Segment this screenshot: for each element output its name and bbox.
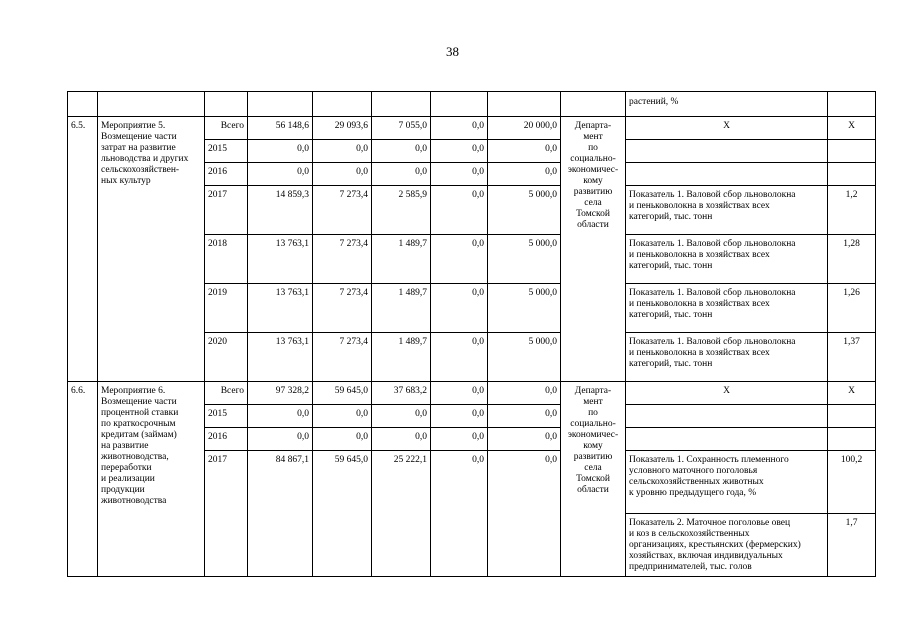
section-number: 6.6. — [68, 382, 98, 577]
amount-cell: 0,0 — [488, 428, 561, 451]
year-cell: 2017 — [205, 186, 248, 235]
indicator-value — [828, 163, 876, 186]
page-number: 38 — [446, 44, 459, 59]
section-title: Мероприятие 6. Возмещение части процентной ставки по краткосрочным кредитам (займам) на развитие животноводства, переработки и реализации продукции животноводства — [98, 382, 205, 577]
amount-cell: 0,0 — [431, 117, 488, 140]
year-cell: 2016 — [205, 428, 248, 451]
amount-cell: 7 273,4 — [313, 186, 372, 235]
amount-cell: 0,0 — [488, 451, 561, 577]
amount-cell: 0,0 — [431, 333, 488, 382]
amount-cell: 1 489,7 — [372, 333, 431, 382]
total-cell: 0,0 — [248, 140, 313, 163]
total-cell: 13 763,1 — [248, 235, 313, 284]
amount-cell: 59 645,0 — [313, 451, 372, 577]
indicator-value: 1,28 — [828, 235, 876, 284]
program-table — [67, 91, 876, 577]
amount-cell: 20 000,0 — [488, 117, 561, 140]
amount-cell: 0,0 — [313, 163, 372, 186]
amount-cell: 2 585,9 — [372, 186, 431, 235]
indicator-cell: Показатель 1. Сохранность племенного условного маточного поголовья сельскохозяйственных животных к уровню предыдущего года, % — [626, 451, 828, 514]
amount-cell: 0,0 — [313, 428, 372, 451]
indicator-cell: Показатель 1. Валовой сбор льноволокна и пеньковолокна в хозяйствах всех категорий, тыс. тонн — [626, 235, 828, 284]
indicator-cell: Показатель 2. Маточное поголовье овец и коз в сельскохозяйственных организациях, крестьянских (фермерских) хозяйствах, включая индивидуальных предпринимателей, тыс. голов — [626, 514, 828, 577]
amount-cell: 0,0 — [431, 382, 488, 405]
indicator-value — [828, 405, 876, 428]
indicator-cell: Показатель 1. Валовой сбор льноволокна и пеньковолокна в хозяйствах всех категорий, тыс. тонн — [626, 284, 828, 333]
indicator-value: 1,37 — [828, 333, 876, 382]
total-cell: 14 859,3 — [248, 186, 313, 235]
year-cell: 2015 — [205, 140, 248, 163]
indicator-value: Х — [828, 382, 876, 405]
total-cell: 13 763,1 — [248, 284, 313, 333]
indicator-value: 1,26 — [828, 284, 876, 333]
amount-cell: 5 000,0 — [488, 333, 561, 382]
amount-cell: 0,0 — [431, 186, 488, 235]
amount-cell: 0,0 — [313, 405, 372, 428]
amount-cell: 37 683,2 — [372, 382, 431, 405]
year-cell: Всего — [205, 382, 248, 405]
department-cell: Департа- мент по социально- экономичес- кому развитию села Томской области — [561, 382, 626, 577]
amount-cell: 0,0 — [372, 163, 431, 186]
total-cell: 0,0 — [248, 163, 313, 186]
continuation-text: растений, % — [626, 92, 828, 117]
department-cell: Департа- мент по социально- экономичес- кому развитию села Томской области — [561, 117, 626, 382]
year-cell: 2017 — [205, 451, 248, 577]
amount-cell: 7 273,4 — [313, 333, 372, 382]
indicator-value: 1,2 — [828, 186, 876, 235]
amount-cell: 0,0 — [431, 451, 488, 577]
section-title: Мероприятие 5. Возмещение части затрат на развитие льноводства и других сельскохозяйствен- ных культур — [98, 117, 205, 382]
indicator-cell: Показатель 1. Валовой сбор льноволокна и пеньковолокна в хозяйствах всех категорий, тыс. тонн — [626, 333, 828, 382]
amount-cell: 5 000,0 — [488, 186, 561, 235]
amount-cell: 25 222,1 — [372, 451, 431, 577]
amount-cell: 0,0 — [488, 382, 561, 405]
amount-cell: 0,0 — [431, 428, 488, 451]
year-cell: 2020 — [205, 333, 248, 382]
amount-cell: 0,0 — [431, 235, 488, 284]
indicator-value: 1,7 — [828, 514, 876, 577]
indicator-cell — [626, 163, 828, 186]
amount-cell: 0,0 — [372, 428, 431, 451]
indicator-cell — [626, 405, 828, 428]
total-cell: 97 328,2 — [248, 382, 313, 405]
total-cell: 0,0 — [248, 428, 313, 451]
amount-cell: 0,0 — [431, 284, 488, 333]
year-cell: 2019 — [205, 284, 248, 333]
table-row — [68, 382, 876, 405]
amount-cell: 0,0 — [372, 405, 431, 428]
total-cell: 13 763,1 — [248, 333, 313, 382]
indicator-cell: Х — [626, 117, 828, 140]
section-number: 6.5. — [68, 117, 98, 382]
indicator-value — [828, 140, 876, 163]
amount-cell: 5 000,0 — [488, 284, 561, 333]
amount-cell: 1 489,7 — [372, 284, 431, 333]
total-cell: 56 148,6 — [248, 117, 313, 140]
amount-cell: 29 093,6 — [313, 117, 372, 140]
amount-cell: 7 055,0 — [372, 117, 431, 140]
amount-cell: 1 489,7 — [372, 235, 431, 284]
amount-cell: 0,0 — [488, 163, 561, 186]
amount-cell: 0,0 — [488, 405, 561, 428]
indicator-value: 100,2 — [828, 451, 876, 514]
total-cell: 84 867,1 — [248, 451, 313, 577]
amount-cell: 0,0 — [431, 163, 488, 186]
amount-cell: 0,0 — [431, 405, 488, 428]
amount-cell: 59 645,0 — [313, 382, 372, 405]
table-row — [68, 117, 876, 140]
amount-cell: 7 273,4 — [313, 284, 372, 333]
amount-cell: 0,0 — [372, 140, 431, 163]
indicator-value — [828, 428, 876, 451]
continuation-row — [68, 92, 876, 117]
total-cell: 0,0 — [248, 405, 313, 428]
indicator-cell: Х — [626, 382, 828, 405]
indicator-cell: Показатель 1. Валовой сбор льноволокна и пеньковолокна в хозяйствах всех категорий, тыс. тонн — [626, 186, 828, 235]
amount-cell: 0,0 — [313, 140, 372, 163]
amount-cell: 0,0 — [431, 140, 488, 163]
year-cell: 2018 — [205, 235, 248, 284]
amount-cell: 5 000,0 — [488, 235, 561, 284]
amount-cell: 0,0 — [488, 140, 561, 163]
indicator-cell — [626, 140, 828, 163]
year-cell: Всего — [205, 117, 248, 140]
year-cell: 2016 — [205, 163, 248, 186]
amount-cell: 7 273,4 — [313, 235, 372, 284]
indicator-cell — [626, 428, 828, 451]
year-cell: 2015 — [205, 405, 248, 428]
indicator-value: Х — [828, 117, 876, 140]
